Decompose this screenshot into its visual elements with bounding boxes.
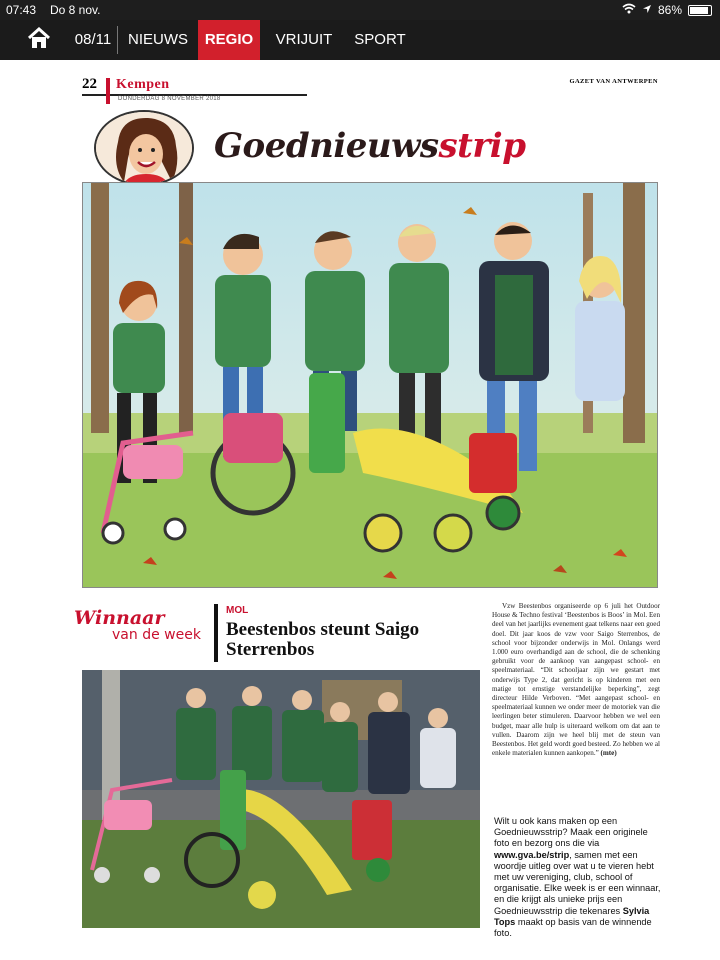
headline-accent-bar <box>214 604 218 662</box>
tab-regio[interactable]: REGIO <box>198 20 260 60</box>
article-body-text: Vzw Beestenbos organiseerde op 6 juli het Outdoor House & Techno festival ‘Beestenbos is Boos’ in Mol. Een deel van het jaarlijks evenement gaat telkens naar een goed doel. Dit jaar koos de vzw voor Saigo Sterrenbos, de school voor bijzonder onderwijs in Mol. Onlangs werd 1.000 euro overhandigd aan de school, die de schenking gebruikt voor de aankoop van aangepast school- en speelmateriaal. “Dit schooljaar zijn we gestart met onderwijs Type 2, dat gericht is op kinderen met een matige tot ernstige verstandelijke beperking”, zegt directeur Hilde Verboven. “Met aangepast school- en speelmateriaal kunnen we onder meer de motoriek van die leerlingen beter stimuleren. Daarvoor hebben we wel een budget, maar alle hulp is uiteraard welkom om dat aan te vullen. Daarom zijn we heel blij met de steun van Beestenbos. Het geld wordt goed besteed. Zo hebben we al enkele materialen kunnen aankopen.” <box>492 602 661 758</box>
battery-percentage: 86% <box>657 3 682 17</box>
home-button[interactable] <box>14 26 64 54</box>
wifi-icon <box>622 3 636 17</box>
promo-text-a: Wilt u ook kans maken op een Goednieuwsstrip? Maak een originele foto en bezorg ons die via <box>494 816 648 849</box>
location-icon <box>642 3 652 17</box>
battery-icon <box>688 5 712 16</box>
winner-label: Winnaar <box>74 607 165 629</box>
home-icon <box>27 27 51 54</box>
article-headline: Beestenbos steunt Saigo Sterrenbos <box>226 619 420 660</box>
article-byline: (mte) <box>600 749 617 758</box>
promo-link[interactable]: www.gva.be/strip <box>494 849 570 860</box>
tab-sport[interactable]: SPORT <box>354 31 406 48</box>
strip-title-accent: strip <box>438 126 526 166</box>
article-kicker: MOL <box>226 605 249 616</box>
strip-title <box>214 126 525 166</box>
artist-avatar <box>94 110 194 186</box>
newspaper-page[interactable] <box>74 72 662 942</box>
article-body <box>492 602 660 758</box>
comic-illustration <box>82 182 658 588</box>
status-date: Do 8 nov. <box>50 3 101 17</box>
page-number: 22 <box>82 76 97 92</box>
tab-vrijuit[interactable]: VRIJUIT <box>275 31 333 48</box>
tab-nieuws[interactable]: NIEUWS <box>128 31 188 48</box>
strip-title-main: Goednieuws <box>214 126 439 166</box>
top-navigation <box>0 20 720 60</box>
promo-text-c: maakt op basis van de winnende foto. <box>494 916 652 939</box>
promo-artist: Sylvia Tops <box>494 905 650 927</box>
nav-divider <box>117 26 118 54</box>
masthead: GAZET VAN ANTWERPEN <box>569 78 658 85</box>
section-name: Kempen <box>116 77 170 92</box>
section-date: DONDERDAG 8 NOVEMBER 2018 <box>118 96 221 102</box>
winner-label-sub: van de week <box>112 627 201 643</box>
edition-date-button[interactable]: 08/11 <box>74 31 112 48</box>
promo-text <box>494 816 664 939</box>
section-accent-bar <box>106 78 110 104</box>
promo-text-b: , samen met een woordje uitleg over wat u te vieren hebt met uw vereniging, club, school of organisatie. Elke week is er een winnaar, en die krijgt als unieke prijs een Goednieuwsstrip die tekenares <box>494 849 661 916</box>
status-bar <box>0 0 720 20</box>
winner-of-week-label <box>74 607 204 657</box>
winning-photo <box>82 670 480 928</box>
status-time: 07:43 <box>6 3 37 17</box>
